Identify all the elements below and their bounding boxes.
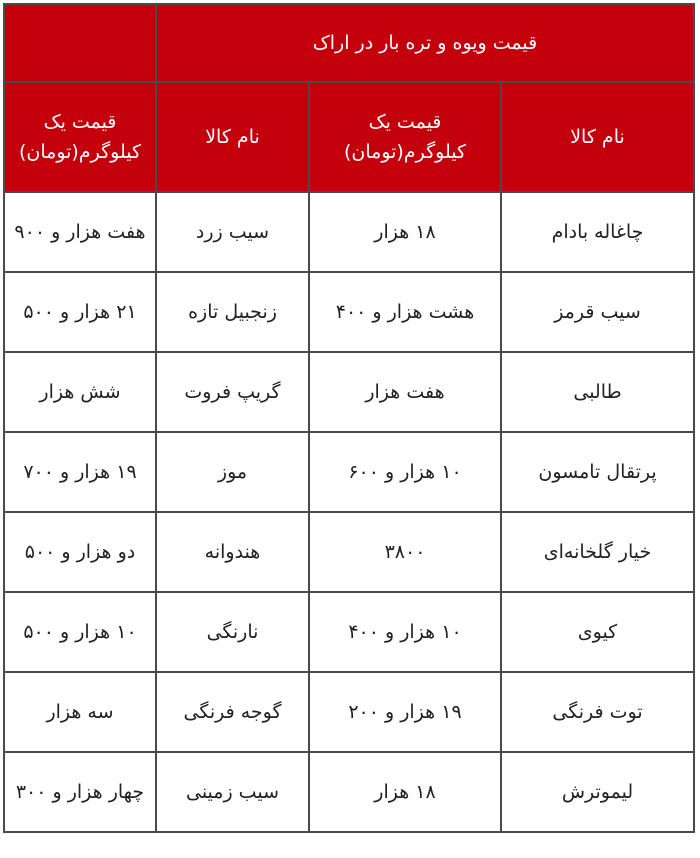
price-table xyxy=(3,3,695,833)
name-right-cell: چاغاله بادام xyxy=(501,192,694,272)
name-right-cell: پرتقال تامسون xyxy=(501,432,694,512)
name-left-cell: زنجبیل تازه xyxy=(156,272,309,352)
price-left-cell: ۱۹ هزار و ۷۰۰ xyxy=(4,432,156,512)
table-title: قیمت ویوه و تره بار در اراک xyxy=(156,4,694,82)
name-left-cell: هندوانه xyxy=(156,512,309,592)
price-left-cell: چهار هزار و ۳۰۰ xyxy=(4,752,156,832)
table-row xyxy=(4,432,694,512)
name-left-cell: سیب زمینی xyxy=(156,752,309,832)
name-right-cell: خیار گلخانه‌ای xyxy=(501,512,694,592)
header-price-left-line2: کیلوگرم(تومان) xyxy=(18,141,142,163)
price-right-cell: ۱۸ هزار xyxy=(309,752,501,832)
name-right-cell: کیوی xyxy=(501,592,694,672)
name-left-cell: موز xyxy=(156,432,309,512)
name-left-cell: گریپ فروت xyxy=(156,352,309,432)
price-left-cell: شش هزار xyxy=(4,352,156,432)
price-right-cell: ۱۰ هزار و ۶۰۰ xyxy=(309,432,501,512)
name-right-cell: لیموترش xyxy=(501,752,694,832)
header-price-right-line1: قیمت یک xyxy=(368,111,442,133)
name-left-cell: گوجه فرنگی xyxy=(156,672,309,752)
price-left-cell: ۱۰ هزار و ۵۰۰ xyxy=(4,592,156,672)
table-row xyxy=(4,592,694,672)
name-left-cell: نارنگی xyxy=(156,592,309,672)
price-right-cell: ۱۹ هزار و ۲۰۰ xyxy=(309,672,501,752)
name-right-cell: سیب قرمز xyxy=(501,272,694,352)
price-left-cell: ۲۱ هزار و ۵۰۰ xyxy=(4,272,156,352)
header-name-left: نام کالا xyxy=(156,82,309,192)
price-left-cell: هفت هزار و ۹۰۰ xyxy=(4,192,156,272)
table-row xyxy=(4,752,694,832)
name-left-cell: سیب زرد xyxy=(156,192,309,272)
header-price-left xyxy=(4,82,156,192)
title-row xyxy=(4,4,694,82)
header-price-left-line1: قیمت یک xyxy=(43,111,117,133)
table-row xyxy=(4,192,694,272)
price-left-cell: دو هزار و ۵۰۰ xyxy=(4,512,156,592)
header-price-right xyxy=(309,82,501,192)
price-right-cell: ۳۸۰۰ xyxy=(309,512,501,592)
price-right-cell: ۱۰ هزار و ۴۰۰ xyxy=(309,592,501,672)
table-row xyxy=(4,272,694,352)
header-price-right-line2: کیلوگرم(تومان) xyxy=(343,141,467,163)
header-name-right: نام کالا xyxy=(501,82,694,192)
table-row xyxy=(4,512,694,592)
name-right-cell: توت فرنگی xyxy=(501,672,694,752)
price-right-cell: هشت هزار و ۴۰۰ xyxy=(309,272,501,352)
name-right-cell: طالبی xyxy=(501,352,694,432)
price-right-cell: هفت هزار xyxy=(309,352,501,432)
column-header-row xyxy=(4,82,694,192)
table-row xyxy=(4,352,694,432)
blank-corner-cell xyxy=(4,4,156,82)
price-left-cell: سه هزار xyxy=(4,672,156,752)
price-right-cell: ۱۸ هزار xyxy=(309,192,501,272)
table-row xyxy=(4,672,694,752)
